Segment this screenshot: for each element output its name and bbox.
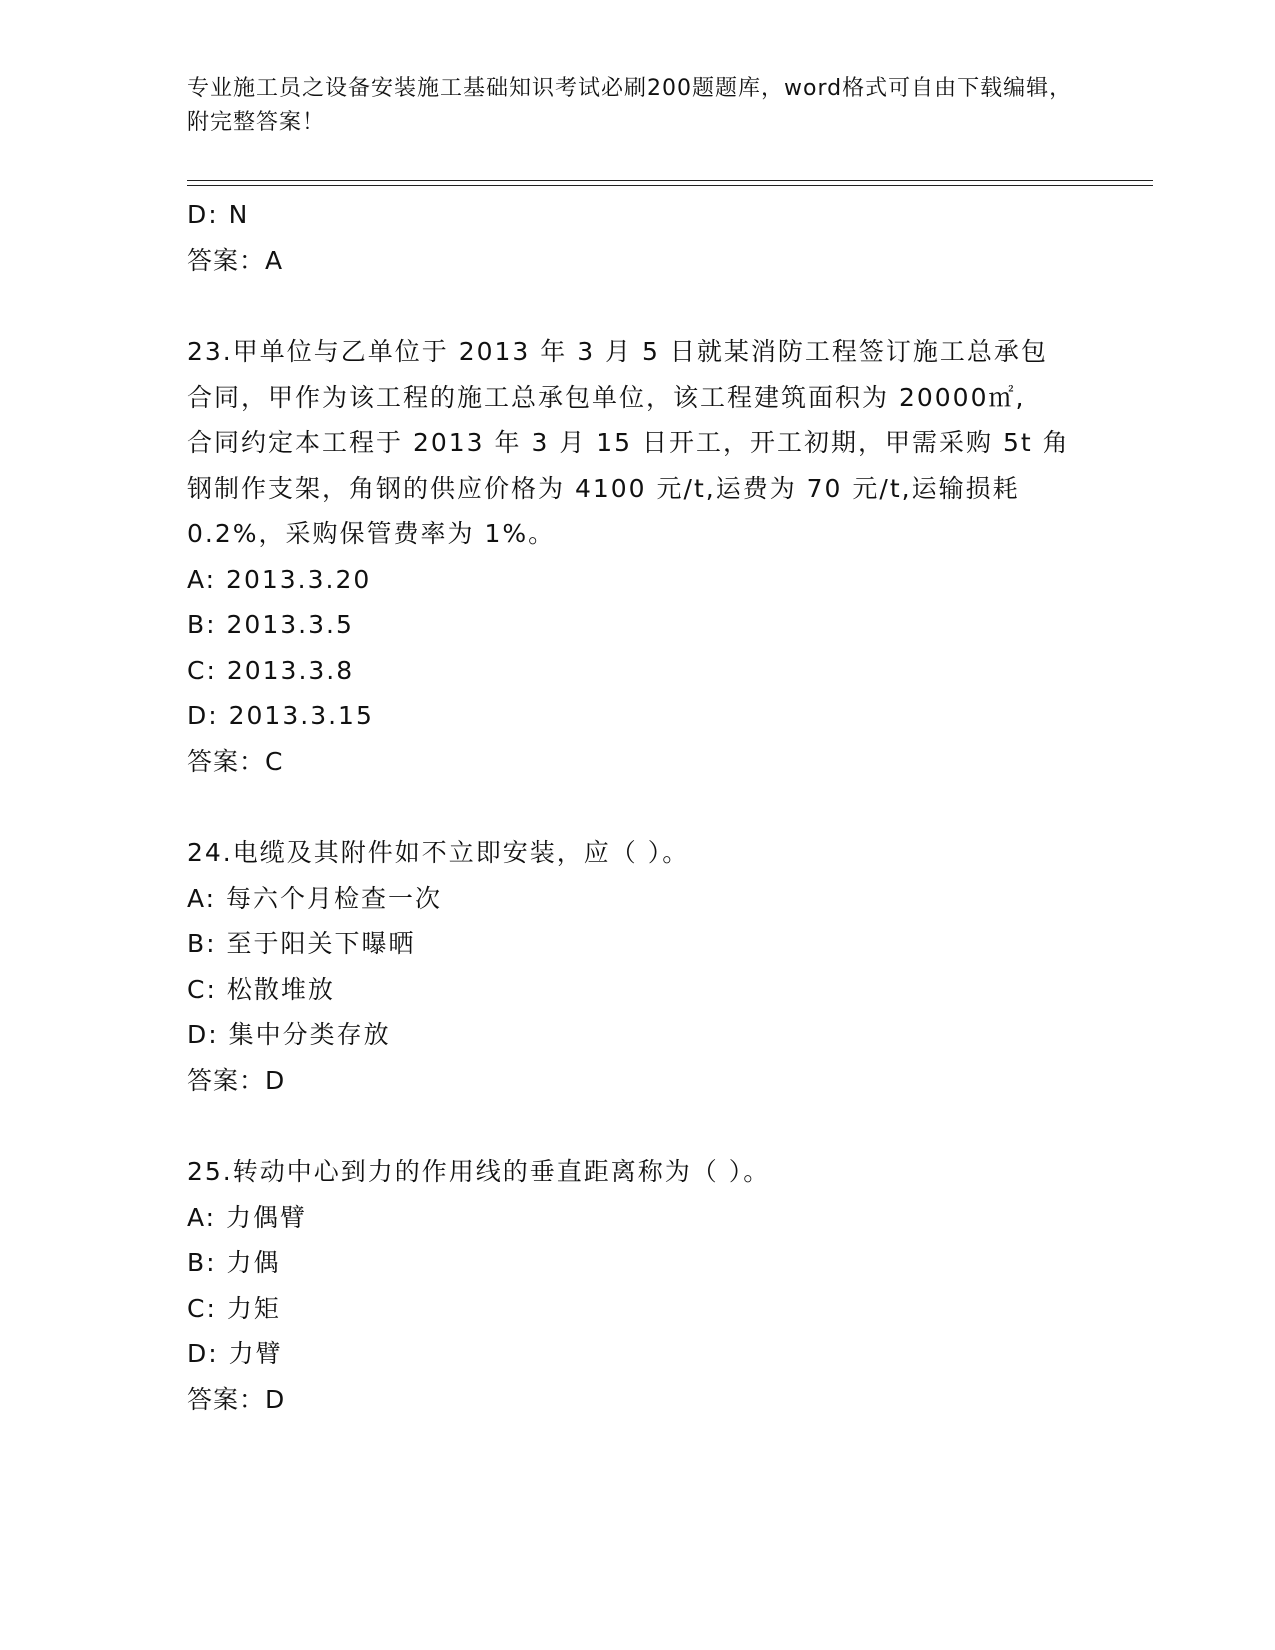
spacer — [187, 1103, 1107, 1149]
option-a: A: 力偶臂 — [187, 1202, 308, 1232]
option-b: B: 2013.3.5 — [187, 610, 354, 639]
question-23 — [187, 329, 1107, 784]
option-a: A: 每六个月检查一次 — [187, 883, 443, 913]
prev-answer: 答案：A — [187, 245, 284, 275]
question-stem-line: 合同，甲作为该工程的施工总承包单位，该工程建筑面积为 20000㎡, — [187, 382, 1026, 412]
option-d: D: 力臂 — [187, 1339, 283, 1368]
question-stem-line: 23.甲单位与乙单位于 2013 年 3 月 5 日就某消防工程签订施工总承包 — [187, 337, 1048, 366]
option-c: C: 松散堆放 — [187, 974, 335, 1004]
header-title: 专业施工员之设备安装施工基础知识考试必刷200题题库，word格式可自由下载编辑，附完整答案！ — [187, 76, 1073, 135]
document-header — [187, 72, 1077, 140]
spacer — [187, 784, 1107, 830]
option-b: B: 力偶 — [187, 1248, 281, 1277]
option-b: B: 至于阳关下曝晒 — [187, 929, 416, 958]
header-rule-top — [187, 180, 1153, 181]
question-24 — [187, 830, 1107, 1103]
question-stem-line: 24.电缆及其附件如不立即安装，应（ ）。 — [187, 838, 690, 867]
question-stem-line: 0.2%，采购保管费率为 1%。 — [187, 519, 556, 548]
prev-option-d: D: N — [187, 200, 250, 229]
question-stem-line: 合同约定本工程于 2013 年 3 月 15 日开工，开工初期，甲需采购 5t 角 — [187, 428, 1070, 457]
question-stem-line: 25.转动中心到力的作用线的垂直距离称为（ ）。 — [187, 1157, 771, 1186]
option-c: C: 2013.3.8 — [187, 655, 355, 685]
option-d: D: 2013.3.15 — [187, 701, 374, 730]
spacer — [187, 283, 1107, 329]
option-a: A: 2013.3.20 — [187, 564, 372, 594]
option-d: D: 集中分类存放 — [187, 1020, 391, 1049]
option-c: C: 力矩 — [187, 1293, 281, 1323]
answer: 答案：C — [187, 746, 284, 776]
answer: 答案：D — [187, 1384, 286, 1414]
document-body — [187, 192, 1107, 1422]
question-25 — [187, 1149, 1107, 1422]
question-stem-line: 钢制作支架，角钢的供应价格为 4100 元/t,运费为 70 元/t,运输损耗 — [187, 473, 1020, 503]
header-rule-bottom — [187, 185, 1153, 186]
answer: 答案：D — [187, 1065, 286, 1095]
